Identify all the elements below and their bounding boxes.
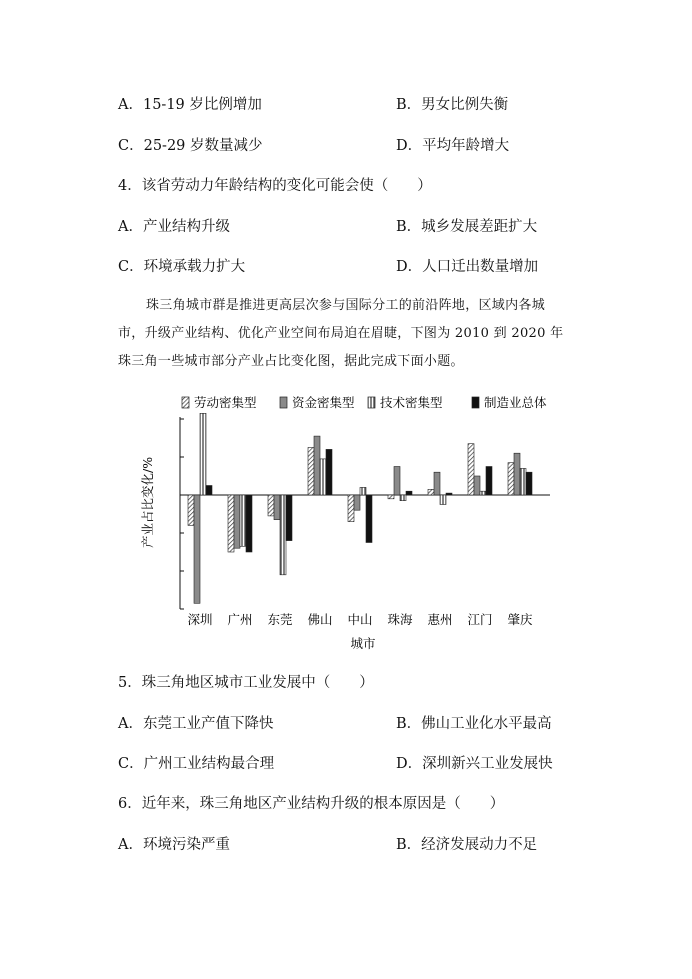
bar-资金密集型-深圳 <box>194 495 200 603</box>
q3-option-c: C．25-29 岁数量减少 <box>118 138 263 154</box>
bar-技术密集型-深圳 <box>200 413 206 495</box>
x-tick-label-广州: 广州 <box>227 612 253 627</box>
q5-stem: 5．珠三角地区城市工业发展中（ ） <box>118 675 374 691</box>
bar-劳动密集型-肇庆 <box>508 463 514 495</box>
passage <box>118 292 588 376</box>
industry-change-chart <box>130 388 560 658</box>
passage-line-1 <box>118 292 588 320</box>
bar-劳动密集型-江门 <box>468 444 474 495</box>
x-tick-label-中山: 中山 <box>347 612 373 627</box>
q4-stem: 4．该省劳动力年龄结构的变化可能会使（ ） <box>118 178 432 194</box>
bar-制造业总体-惠州 <box>446 493 452 495</box>
bar-制造业总体-广州 <box>246 495 252 552</box>
q3-option-d: D．平均年龄增大 <box>396 138 510 154</box>
passage-line-1-text: 珠三角城市群是推进更高层次参与国际分工的前沿阵地，区域内各城 <box>146 298 546 313</box>
q3-option-b: B．男女比例失衡 <box>396 97 509 113</box>
bar-技术密集型-珠海 <box>400 495 406 501</box>
bar-技术密集型-东莞 <box>280 495 286 575</box>
bar-制造业总体-珠海 <box>406 491 412 495</box>
bar-资金密集型-肇庆 <box>514 453 520 495</box>
x-tick-label-江门: 江门 <box>467 612 493 627</box>
bar-制造业总体-江门 <box>486 467 492 496</box>
legend-swatch-劳动密集型 <box>182 397 189 408</box>
bar-资金密集型-珠海 <box>394 467 400 496</box>
bar-制造业总体-中山 <box>366 495 372 543</box>
bar-资金密集型-惠州 <box>434 472 440 495</box>
bar-资金密集型-东莞 <box>274 495 280 520</box>
q6-option-b: B．经济发展动力不足 <box>396 837 538 853</box>
q5-option-c: C．广州工业结构最合理 <box>118 756 275 772</box>
bar-技术密集型-江门 <box>480 491 486 495</box>
chart-bars <box>188 413 532 603</box>
q4-option-d: D．人口迁出数量增加 <box>396 259 539 275</box>
passage-line-2: 市，升级产业结构、优化产业空间布局迫在眉睫，下图为 2010 到 2020 年 <box>118 326 564 341</box>
bar-技术密集型-惠州 <box>440 495 446 505</box>
q5-option-a: A．东莞工业产值下降快 <box>118 716 274 732</box>
y-axis-label: 产业占比变化/% <box>140 456 155 548</box>
bar-劳动密集型-广州 <box>228 495 234 552</box>
q6-option-a: A．环境污染严重 <box>118 837 230 853</box>
legend-label-制造业总体: 制造业总体 <box>484 395 547 410</box>
q3-option-a: A．15-19 岁比例增加 <box>118 97 262 113</box>
bar-制造业总体-佛山 <box>326 449 332 495</box>
bar-资金密集型-中山 <box>354 495 360 510</box>
x-tick-label-东莞: 东莞 <box>267 612 293 627</box>
x-axis-label: 城市 <box>350 636 376 651</box>
legend-swatch-技术密集型 <box>368 397 375 408</box>
q4-option-c: C．环境承载力扩大 <box>118 259 246 275</box>
bar-劳动密集型-佛山 <box>308 448 314 496</box>
bar-劳动密集型-中山 <box>348 495 354 522</box>
x-tick-label-深圳: 深圳 <box>187 612 213 627</box>
q6-stem: 6．近年来，珠三角地区产业结构升级的根本原因是（ ） <box>118 796 505 812</box>
x-tick-label-佛山: 佛山 <box>307 612 333 627</box>
passage-line-3: 珠三角一些城市部分产业占比变化图，据此完成下面小题。 <box>118 354 464 369</box>
q5-option-d: D．深圳新兴工业发展快 <box>396 756 553 772</box>
bar-资金密集型-佛山 <box>314 436 320 495</box>
legend-label-技术密集型: 技术密集型 <box>380 395 443 410</box>
bar-劳动密集型-珠海 <box>388 495 394 499</box>
q4-option-b: B．城乡发展差距扩大 <box>396 219 538 235</box>
bar-制造业总体-东莞 <box>286 495 292 541</box>
bar-技术密集型-肇庆 <box>520 468 526 495</box>
bar-资金密集型-江门 <box>474 476 480 495</box>
bar-劳动密集型-东莞 <box>268 495 274 516</box>
x-tick-label-珠海: 珠海 <box>387 612 413 627</box>
q5-option-b: B．佛山工业化水平最高 <box>396 716 552 732</box>
q4-option-a: A．产业结构升级 <box>118 219 230 235</box>
bar-技术密集型-广州 <box>240 495 246 546</box>
bar-技术密集型-佛山 <box>320 459 326 495</box>
bar-资金密集型-广州 <box>234 495 240 548</box>
legend-swatch-资金密集型 <box>280 397 287 408</box>
x-tick-label-惠州: 惠州 <box>427 612 453 627</box>
bar-制造业总体-深圳 <box>206 486 212 496</box>
chart-x-ticks <box>187 612 533 627</box>
legend-label-资金密集型: 资金密集型 <box>292 395 355 410</box>
legend-swatch-制造业总体 <box>472 397 479 408</box>
bar-技术密集型-中山 <box>360 487 366 495</box>
bar-劳动密集型-惠州 <box>428 489 434 495</box>
x-tick-label-肇庆: 肇庆 <box>507 612 533 627</box>
chart-legend <box>182 395 547 410</box>
bar-劳动密集型-深圳 <box>188 495 194 525</box>
bar-制造业总体-肇庆 <box>526 472 532 495</box>
legend-label-劳动密集型: 劳动密集型 <box>194 395 257 410</box>
